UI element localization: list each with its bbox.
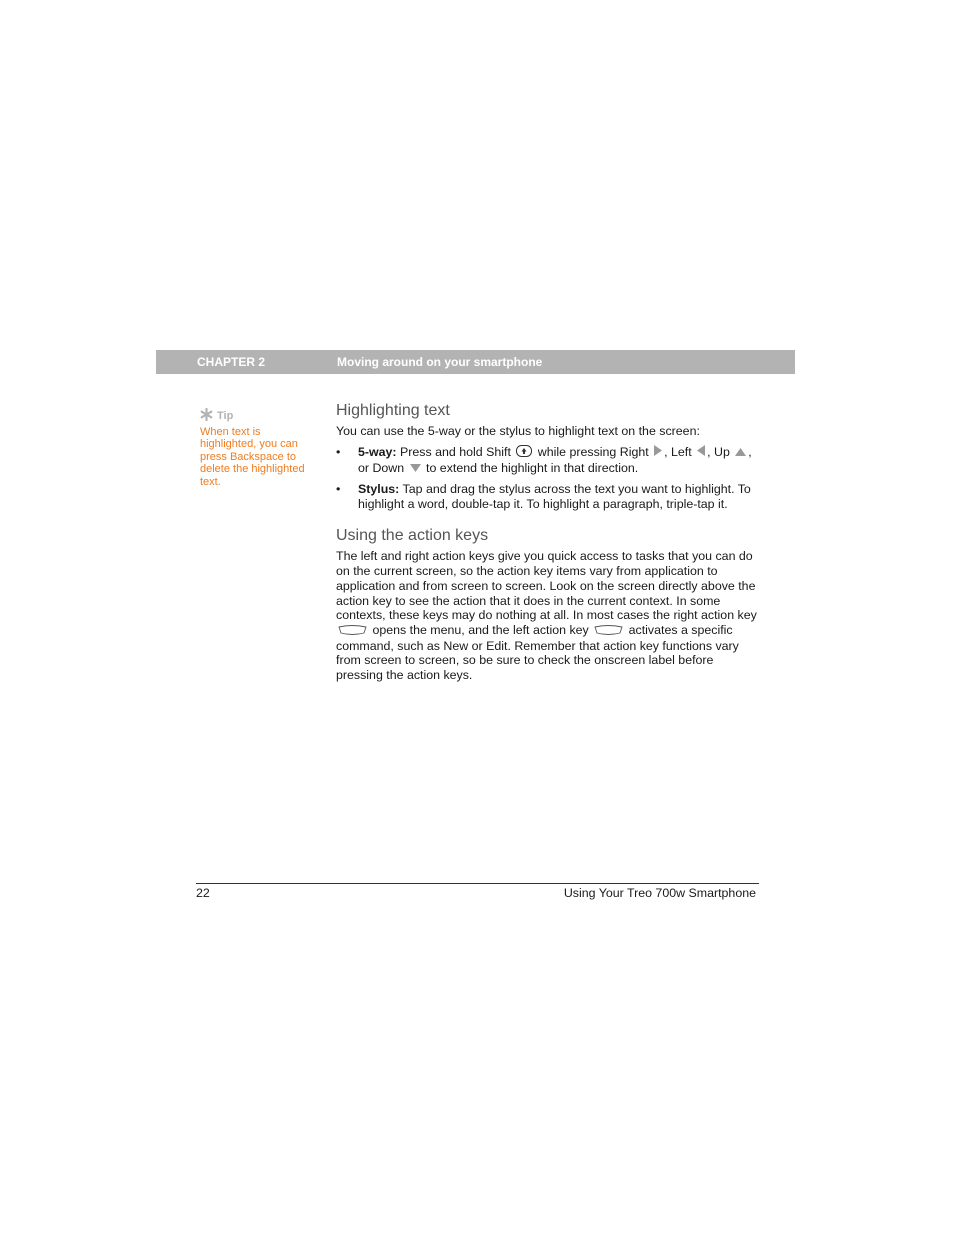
action-keys-section — [336, 526, 760, 683]
highlighting-heading: Highlighting text — [336, 402, 450, 419]
highlighting-intro: You can use the 5-way or the stylus to highlight text on the screen: — [336, 424, 700, 438]
left-action-key-icon — [594, 624, 623, 639]
shift-key-icon — [516, 445, 532, 461]
fiveway-text-2: while pressing Right — [534, 445, 653, 460]
fiveway-text-3: , Left — [664, 445, 696, 460]
stylus-term: Stylus: — [358, 481, 400, 496]
tip-sidebar — [200, 408, 315, 489]
chapter-label: CHAPTER 2 — [197, 355, 266, 369]
main-content — [336, 401, 760, 683]
action-keys-text-3: activates a specific command, such as New or Edit. Remember that action key functions vary from screen to screen, so be sure to check the onscreen label before pressing the action keys. — [336, 623, 739, 683]
chapter-header-bar — [156, 350, 795, 374]
fiveway-text-1: Press and hold Shift — [396, 445, 515, 460]
down-arrow-icon — [410, 461, 421, 476]
book-title: Using Your Treo 700w Smartphone — [563, 886, 756, 900]
asterisk-icon — [200, 408, 217, 425]
action-keys-text-2: opens the menu, and the left action key — [369, 623, 593, 638]
page-number: 22 — [196, 886, 210, 900]
tip-heading — [200, 408, 315, 425]
fiveway-text-4: , Up — [707, 445, 734, 460]
tip-label: Tip — [217, 410, 234, 422]
action-keys-paragraph — [336, 549, 760, 683]
footer-divider — [196, 883, 759, 884]
fiveway-text-6: to extend the highlight in that direction. — [422, 460, 639, 475]
list-item-stylus — [336, 482, 760, 512]
left-arrow-icon — [697, 445, 705, 460]
action-keys-text-1: The left and right action keys give you quick access to tasks that you can do on the current screen, so the action key items vary from application to application and from screen to screen. Look on the screen directly above the action key to see the action that it does in the current context. In some contexts, these keys may do nothing at all. In most cases the right action key — [336, 548, 757, 623]
right-action-key-icon — [338, 624, 367, 639]
action-keys-heading: Using the action keys — [336, 526, 489, 544]
stylus-text: Tap and drag the stylus across the text you want to highlight. To highlight a word, double-tap it. To highlight a paragraph, triple-tap it. — [358, 481, 751, 511]
highlighting-section — [336, 401, 760, 512]
tip-text: When text is highlighted, you can press Backspace to delete the highlighted text. — [200, 425, 305, 488]
right-arrow-icon — [654, 445, 662, 460]
fiveway-term: 5-way: — [358, 445, 397, 460]
chapter-title: Moving around on your smartphone — [337, 355, 543, 369]
list-item-fiveway — [336, 445, 760, 476]
highlighting-list — [336, 445, 760, 512]
up-arrow-icon — [735, 445, 746, 460]
fiveway-text-5: , or Down — [358, 445, 752, 475]
